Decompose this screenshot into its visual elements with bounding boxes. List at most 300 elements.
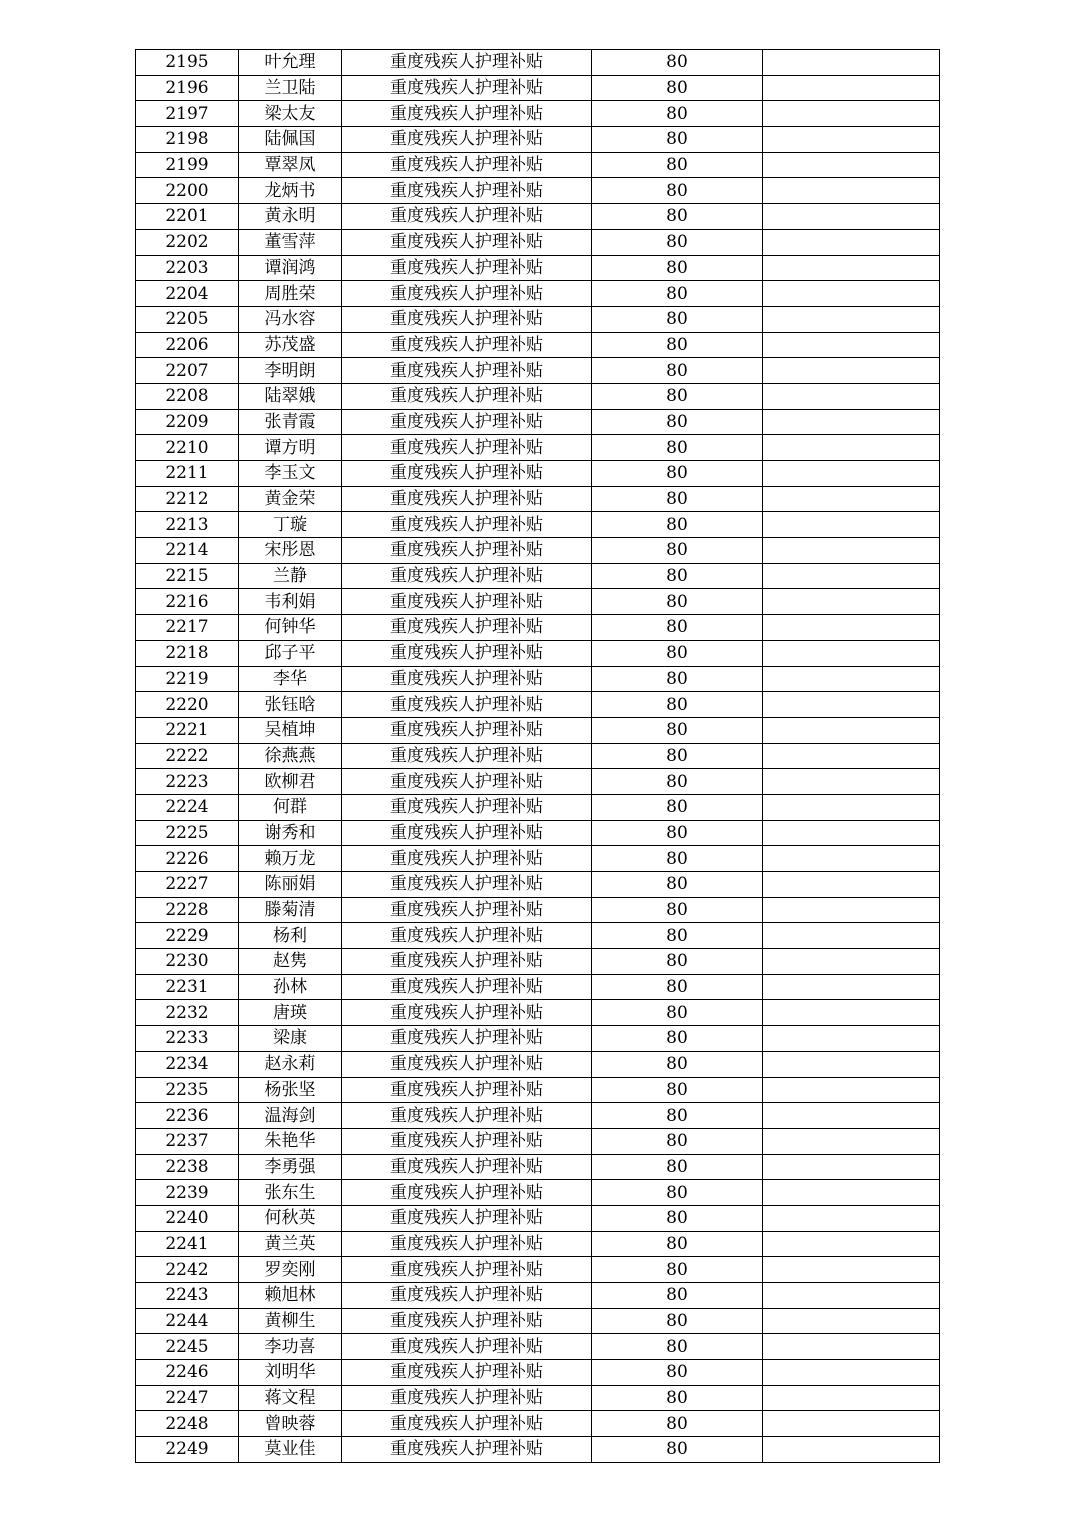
table-row [136,50,940,76]
cell-number: 2212 [136,486,239,512]
cell-number: 2249 [136,1437,239,1463]
cell-subsidy-type: 重度残疾人护理补贴 [342,1000,592,1026]
cell-note [763,666,940,692]
cell-subsidy-type: 重度残疾人护理补贴 [342,409,592,435]
cell-name: 韦利娟 [239,589,342,615]
table-row [136,1180,940,1206]
cell-number: 2210 [136,435,239,461]
table-row [136,1128,940,1154]
table-row [136,435,940,461]
table-row [136,923,940,949]
cell-name: 唐瑛 [239,1000,342,1026]
cell-amount: 80 [592,769,763,795]
cell-name: 谭方明 [239,435,342,461]
cell-subsidy-type: 重度残疾人护理补贴 [342,538,592,564]
cell-number: 2204 [136,281,239,307]
cell-name: 黄金荣 [239,486,342,512]
cell-subsidy-type: 重度残疾人护理补贴 [342,1231,592,1257]
table-row [136,1077,940,1103]
cell-number: 2240 [136,1205,239,1231]
cell-amount: 80 [592,101,763,127]
cell-number: 2214 [136,538,239,564]
table-row [136,1385,940,1411]
table-row [136,1437,940,1463]
cell-note [763,846,940,872]
cell-number: 2239 [136,1180,239,1206]
table-row [136,204,940,230]
cell-number: 2213 [136,512,239,538]
cell-name: 滕菊清 [239,897,342,923]
cell-amount: 80 [592,1154,763,1180]
cell-subsidy-type: 重度残疾人护理补贴 [342,1180,592,1206]
cell-amount: 80 [592,127,763,153]
cell-amount: 80 [592,1411,763,1437]
cell-subsidy-type: 重度残疾人护理补贴 [342,204,592,230]
table-row [136,101,940,127]
table-row [136,255,940,281]
table-row [136,1334,940,1360]
cell-subsidy-type: 重度残疾人护理补贴 [342,769,592,795]
cell-number: 2202 [136,229,239,255]
table-row [136,178,940,204]
cell-number: 2233 [136,1026,239,1052]
cell-name: 陆翠娥 [239,383,342,409]
cell-number: 2244 [136,1308,239,1334]
cell-note [763,1051,940,1077]
cell-name: 李华 [239,666,342,692]
cell-note [763,1360,940,1386]
cell-amount: 80 [592,1103,763,1129]
cell-number: 2222 [136,743,239,769]
cell-subsidy-type: 重度残疾人护理补贴 [342,692,592,718]
cell-subsidy-type: 重度残疾人护理补贴 [342,358,592,384]
table-row [136,563,940,589]
cell-name: 梁康 [239,1026,342,1052]
cell-subsidy-type: 重度残疾人护理补贴 [342,1283,592,1309]
cell-subsidy-type: 重度残疾人护理补贴 [342,1308,592,1334]
cell-subsidy-type: 重度残疾人护理补贴 [342,50,592,76]
table-row [136,666,940,692]
table-row [136,306,940,332]
cell-subsidy-type: 重度残疾人护理补贴 [342,640,592,666]
cell-name: 李功喜 [239,1334,342,1360]
cell-note [763,692,940,718]
cell-number: 2218 [136,640,239,666]
cell-number: 2235 [136,1077,239,1103]
cell-note [763,615,940,641]
cell-name: 邱子平 [239,640,342,666]
cell-note [763,1000,940,1026]
table-row [136,1026,940,1052]
table-row [136,281,940,307]
cell-amount: 80 [592,1077,763,1103]
table-row [136,846,940,872]
cell-name: 罗奕刚 [239,1257,342,1283]
cell-note [763,1103,940,1129]
cell-number: 2221 [136,717,239,743]
cell-amount: 80 [592,1360,763,1386]
cell-amount: 80 [592,1180,763,1206]
cell-note [763,563,940,589]
cell-amount: 80 [592,1128,763,1154]
cell-subsidy-type: 重度残疾人护理补贴 [342,229,592,255]
table-row [136,1000,940,1026]
cell-number: 2201 [136,204,239,230]
cell-name: 徐燕燕 [239,743,342,769]
cell-name: 朱艳华 [239,1128,342,1154]
cell-amount: 80 [592,1334,763,1360]
cell-name: 赖万龙 [239,846,342,872]
cell-name: 李玉文 [239,461,342,487]
cell-name: 张钰晗 [239,692,342,718]
cell-note [763,589,940,615]
cell-subsidy-type: 重度残疾人护理补贴 [342,1103,592,1129]
cell-name: 杨张坚 [239,1077,342,1103]
cell-amount: 80 [592,204,763,230]
cell-subsidy-type: 重度残疾人护理补贴 [342,1437,592,1463]
table-row [136,794,940,820]
cell-subsidy-type: 重度残疾人护理补贴 [342,563,592,589]
cell-note [763,229,940,255]
cell-note [763,461,940,487]
table-row [136,974,940,1000]
cell-number: 2197 [136,101,239,127]
cell-number: 2220 [136,692,239,718]
cell-number: 2196 [136,75,239,101]
table-row [136,1231,940,1257]
cell-amount: 80 [592,717,763,743]
cell-number: 2209 [136,409,239,435]
cell-name: 吴植坤 [239,717,342,743]
table-row [136,949,940,975]
cell-note [763,949,940,975]
cell-amount: 80 [592,281,763,307]
cell-amount: 80 [592,640,763,666]
cell-subsidy-type: 重度残疾人护理补贴 [342,332,592,358]
cell-subsidy-type: 重度残疾人护理补贴 [342,1411,592,1437]
cell-amount: 80 [592,1051,763,1077]
table-row [136,1308,940,1334]
cell-subsidy-type: 重度残疾人护理补贴 [342,949,592,975]
cell-amount: 80 [592,486,763,512]
cell-number: 2203 [136,255,239,281]
cell-subsidy-type: 重度残疾人护理补贴 [342,255,592,281]
cell-name: 覃翠凤 [239,152,342,178]
table-row [136,152,940,178]
cell-amount: 80 [592,512,763,538]
table-row [136,1051,940,1077]
table-row [136,512,940,538]
cell-number: 2226 [136,846,239,872]
cell-note [763,1231,940,1257]
table-body [136,50,940,1463]
cell-name: 叶允理 [239,50,342,76]
cell-number: 2207 [136,358,239,384]
cell-name: 曾映蓉 [239,1411,342,1437]
cell-amount: 80 [592,1231,763,1257]
cell-number: 2238 [136,1154,239,1180]
cell-number: 2206 [136,332,239,358]
table-row [136,820,940,846]
cell-note [763,923,940,949]
cell-note [763,538,940,564]
cell-name: 龙炳书 [239,178,342,204]
cell-amount: 80 [592,50,763,76]
cell-number: 2217 [136,615,239,641]
cell-subsidy-type: 重度残疾人护理补贴 [342,897,592,923]
cell-number: 2225 [136,820,239,846]
cell-note [763,178,940,204]
cell-amount: 80 [592,1283,763,1309]
cell-note [763,1334,940,1360]
cell-number: 2208 [136,383,239,409]
cell-name: 温海剑 [239,1103,342,1129]
cell-note [763,409,940,435]
cell-note [763,281,940,307]
cell-amount: 80 [592,332,763,358]
cell-note [763,255,940,281]
cell-number: 2223 [136,769,239,795]
cell-amount: 80 [592,1257,763,1283]
cell-number: 2232 [136,1000,239,1026]
cell-note [763,1308,940,1334]
cell-note [763,794,940,820]
cell-amount: 80 [592,409,763,435]
cell-subsidy-type: 重度残疾人护理补贴 [342,1051,592,1077]
cell-subsidy-type: 重度残疾人护理补贴 [342,1360,592,1386]
cell-amount: 80 [592,358,763,384]
cell-amount: 80 [592,923,763,949]
cell-subsidy-type: 重度残疾人护理补贴 [342,1128,592,1154]
cell-amount: 80 [592,229,763,255]
cell-name: 宋彤恩 [239,538,342,564]
cell-note [763,1180,940,1206]
cell-amount: 80 [592,538,763,564]
cell-note [763,1205,940,1231]
cell-note [763,50,940,76]
cell-subsidy-type: 重度残疾人护理补贴 [342,794,592,820]
table-row [136,75,940,101]
cell-note [763,435,940,461]
cell-subsidy-type: 重度残疾人护理补贴 [342,383,592,409]
cell-amount: 80 [592,1308,763,1334]
cell-number: 2224 [136,794,239,820]
cell-subsidy-type: 重度残疾人护理补贴 [342,435,592,461]
cell-amount: 80 [592,615,763,641]
cell-name: 杨利 [239,923,342,949]
cell-subsidy-type: 重度残疾人护理补贴 [342,1026,592,1052]
table-row [136,383,940,409]
cell-name: 赖旭林 [239,1283,342,1309]
cell-number: 2211 [136,461,239,487]
cell-note [763,820,940,846]
cell-subsidy-type: 重度残疾人护理补贴 [342,717,592,743]
cell-subsidy-type: 重度残疾人护理补贴 [342,127,592,153]
cell-amount: 80 [592,383,763,409]
cell-name: 蒋文程 [239,1385,342,1411]
table-row [136,692,940,718]
cell-subsidy-type: 重度残疾人护理补贴 [342,923,592,949]
table-row [136,615,940,641]
cell-subsidy-type: 重度残疾人护理补贴 [342,974,592,1000]
table-row [136,127,940,153]
cell-number: 2215 [136,563,239,589]
cell-number: 2198 [136,127,239,153]
cell-name: 陈丽娟 [239,872,342,898]
cell-subsidy-type: 重度残疾人护理补贴 [342,820,592,846]
cell-number: 2205 [136,306,239,332]
table-row [136,538,940,564]
table-row [136,717,940,743]
cell-number: 2247 [136,1385,239,1411]
cell-name: 何钟华 [239,615,342,641]
cell-note [763,897,940,923]
cell-amount: 80 [592,1437,763,1463]
cell-note [763,152,940,178]
cell-subsidy-type: 重度残疾人护理补贴 [342,743,592,769]
cell-amount: 80 [592,794,763,820]
cell-subsidy-type: 重度残疾人护理补贴 [342,666,592,692]
cell-amount: 80 [592,435,763,461]
cell-subsidy-type: 重度残疾人护理补贴 [342,872,592,898]
table-row [136,1283,940,1309]
cell-subsidy-type: 重度残疾人护理补贴 [342,1257,592,1283]
cell-subsidy-type: 重度残疾人护理补贴 [342,486,592,512]
cell-subsidy-type: 重度残疾人护理补贴 [342,1077,592,1103]
cell-amount: 80 [592,589,763,615]
cell-amount: 80 [592,872,763,898]
table-row [136,1205,940,1231]
cell-subsidy-type: 重度残疾人护理补贴 [342,512,592,538]
cell-amount: 80 [592,1385,763,1411]
table-row [136,358,940,384]
cell-name: 赵永莉 [239,1051,342,1077]
cell-note [763,743,940,769]
cell-note [763,1385,940,1411]
cell-note [763,306,940,332]
cell-number: 2229 [136,923,239,949]
cell-subsidy-type: 重度残疾人护理补贴 [342,461,592,487]
cell-number: 2231 [136,974,239,1000]
cell-amount: 80 [592,743,763,769]
cell-note [763,717,940,743]
cell-name: 梁太友 [239,101,342,127]
cell-amount: 80 [592,666,763,692]
cell-name: 苏茂盛 [239,332,342,358]
cell-amount: 80 [592,461,763,487]
cell-note [763,1411,940,1437]
cell-amount: 80 [592,563,763,589]
cell-number: 2243 [136,1283,239,1309]
table-row [136,872,940,898]
cell-note [763,1283,940,1309]
cell-name: 刘明华 [239,1360,342,1386]
cell-number: 2234 [136,1051,239,1077]
table-row [136,1360,940,1386]
cell-amount: 80 [592,75,763,101]
cell-note [763,101,940,127]
cell-subsidy-type: 重度残疾人护理补贴 [342,1385,592,1411]
cell-name: 李勇强 [239,1154,342,1180]
cell-subsidy-type: 重度残疾人护理补贴 [342,152,592,178]
table-row [136,1154,940,1180]
cell-number: 2246 [136,1360,239,1386]
cell-amount: 80 [592,897,763,923]
cell-name: 莫业佳 [239,1437,342,1463]
cell-subsidy-type: 重度残疾人护理补贴 [342,178,592,204]
cell-name: 黄柳生 [239,1308,342,1334]
table-row [136,743,940,769]
cell-number: 2245 [136,1334,239,1360]
cell-name: 谭润鸿 [239,255,342,281]
cell-name: 黄兰英 [239,1231,342,1257]
cell-note [763,204,940,230]
cell-note [763,75,940,101]
cell-note [763,1154,940,1180]
cell-note [763,486,940,512]
table-row [136,1257,940,1283]
cell-name: 兰卫陆 [239,75,342,101]
cell-name: 周胜荣 [239,281,342,307]
cell-note [763,1077,940,1103]
cell-number: 2236 [136,1103,239,1129]
cell-note [763,332,940,358]
cell-subsidy-type: 重度残疾人护理补贴 [342,615,592,641]
cell-subsidy-type: 重度残疾人护理补贴 [342,75,592,101]
cell-note [763,872,940,898]
cell-subsidy-type: 重度残疾人护理补贴 [342,1154,592,1180]
table-row [136,229,940,255]
cell-number: 2227 [136,872,239,898]
cell-amount: 80 [592,974,763,1000]
cell-amount: 80 [592,1205,763,1231]
cell-number: 2248 [136,1411,239,1437]
cell-subsidy-type: 重度残疾人护理补贴 [342,281,592,307]
cell-name: 张东生 [239,1180,342,1206]
table-row [136,1103,940,1129]
cell-name: 冯水容 [239,306,342,332]
table-row [136,461,940,487]
table-row [136,486,940,512]
cell-amount: 80 [592,1026,763,1052]
cell-note [763,769,940,795]
cell-subsidy-type: 重度残疾人护理补贴 [342,846,592,872]
cell-amount: 80 [592,152,763,178]
cell-name: 陆佩国 [239,127,342,153]
cell-name: 黄永明 [239,204,342,230]
cell-name: 李明朗 [239,358,342,384]
cell-name: 欧柳君 [239,769,342,795]
cell-number: 2216 [136,589,239,615]
cell-note [763,974,940,1000]
cell-note [763,127,940,153]
cell-name: 何群 [239,794,342,820]
cell-amount: 80 [592,820,763,846]
cell-subsidy-type: 重度残疾人护理补贴 [342,589,592,615]
cell-name: 董雪萍 [239,229,342,255]
table-row [136,409,940,435]
cell-amount: 80 [592,692,763,718]
cell-name: 孙林 [239,974,342,1000]
cell-note [763,383,940,409]
cell-name: 何秋英 [239,1205,342,1231]
cell-name: 丁璇 [239,512,342,538]
cell-name: 张青霞 [239,409,342,435]
cell-number: 2195 [136,50,239,76]
cell-name: 兰静 [239,563,342,589]
cell-number: 2241 [136,1231,239,1257]
cell-number: 2200 [136,178,239,204]
